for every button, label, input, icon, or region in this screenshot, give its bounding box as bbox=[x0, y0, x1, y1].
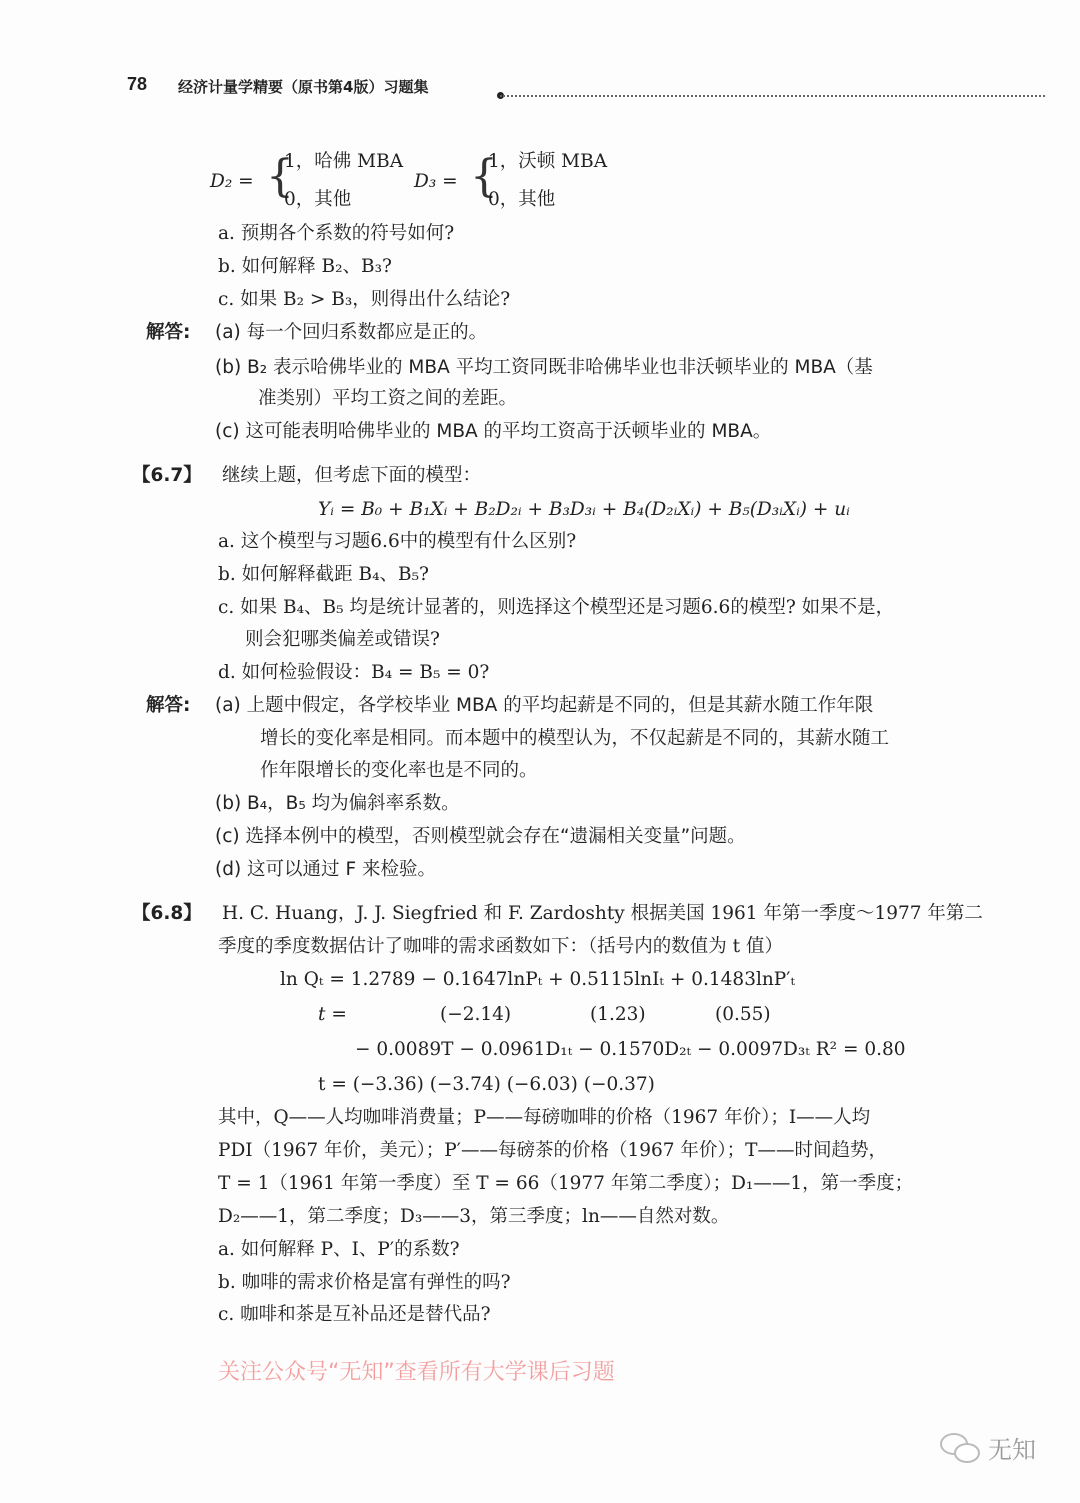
answer-line: (a) 每一个回归系数都应是正的。 bbox=[215, 322, 488, 343]
variable-notes: PDI（1967 年价，美元）；P′——每磅茶的价格（1967 年价）；T——时间趋势， bbox=[218, 1140, 888, 1161]
question: a. 如何解释 P、I、P′的系数? bbox=[218, 1239, 460, 1260]
question: a. 这个模型与习题6.6中的模型有什么区别? bbox=[218, 531, 577, 552]
d3-case-1: 1，沃顿 MBA bbox=[488, 151, 608, 172]
answer-label: 解答: bbox=[146, 695, 191, 716]
t-values-row: t = (−3.36) (−3.74) (−6.03) (−0.37) bbox=[318, 1074, 655, 1095]
answer-line: (d) 这可以通过 F 来检验。 bbox=[215, 859, 436, 880]
logo-text: 无知 bbox=[988, 1436, 1036, 1464]
page-number: 78 bbox=[127, 74, 148, 94]
t-value: (−2.14) bbox=[440, 1004, 512, 1025]
question: a. 预期各个系数的符号如何? bbox=[218, 223, 455, 244]
demand-equation: ln Qₜ = 1.2789 − 0.1647lnPₜ + 0.5115lnIₜ + 0.1483lnP′ₜ bbox=[280, 969, 796, 990]
answer-line: 作年限增长的变化率也是不同的。 bbox=[260, 760, 538, 781]
wechat-logo bbox=[940, 1430, 1036, 1465]
brace: { bbox=[470, 151, 498, 202]
problem-intro: H. C. Huang，J. J. Siegfried 和 F. Zardoshty 根据美国 1961 年第一季度～1977 年第二 bbox=[222, 903, 983, 924]
answer-line: (b) B₄，B₅ 均为偏斜率系数。 bbox=[215, 793, 460, 814]
answer-label: 解答: bbox=[146, 322, 191, 343]
question: d. 如何检验假设：B₄ = B₅ = 0? bbox=[218, 662, 490, 683]
demand-equation-cont: − 0.0089T − 0.0961D₁ₜ − 0.1570D₂ₜ − 0.0097D₃ₜ R² = 0.80 bbox=[355, 1039, 906, 1060]
wechat-icon bbox=[940, 1433, 982, 1463]
problem-number: 【6.7】 bbox=[132, 465, 202, 486]
model-equation: Yᵢ = B₀ + B₁Xᵢ + B₂D₂ᵢ + B₃D₃ᵢ + B₄(D₂ᵢXᵢ) + B₅(D₃ᵢXᵢ) + uᵢ bbox=[318, 499, 850, 520]
question: b. 如何解释 B₂、B₃? bbox=[218, 256, 392, 277]
d2-case-0: 0，其他 bbox=[284, 189, 352, 210]
d2-case-1: 1，哈佛 MBA bbox=[284, 151, 404, 172]
answer-line: (b) B₂ 表示哈佛毕业的 MBA 平均工资同既非哈佛毕业也非沃顿毕业的 MBA（基 bbox=[215, 357, 873, 378]
brace: { bbox=[266, 151, 294, 202]
t-value: (1.23) bbox=[590, 1004, 646, 1025]
answer-line: (a) 上题中假定，各学校毕业 MBA 的平均起薪是不同的，但是其薪水随工作年限 bbox=[215, 695, 874, 716]
t-value: (0.55) bbox=[715, 1004, 771, 1025]
d3-case-0: 0，其他 bbox=[488, 189, 556, 210]
variable-notes: 其中，Q——人均咖啡消费量；P——每磅咖啡的价格（1967 年价）；I——人均 bbox=[218, 1107, 871, 1128]
question: 则会犯哪类偏差或错误? bbox=[245, 629, 440, 650]
answer-line: (c) 选择本例中的模型，否则模型就会存在“遗漏相关变量”问题。 bbox=[215, 826, 746, 847]
watermark: 关注公众号“无知”查看所有大学课后习题 bbox=[218, 1360, 615, 1385]
d2-label: D₂ = bbox=[210, 171, 254, 192]
question: b. 如何解释截距 B₄、B₅? bbox=[218, 564, 429, 585]
variable-notes: D₂——1，第二季度；D₃——3，第三季度；ln——自然对数。 bbox=[218, 1206, 730, 1227]
variable-notes: T = 1（1961 年第一季度）至 T = 66（1977 年第二季度）；D₁——1，第一季度； bbox=[218, 1173, 914, 1194]
answer-line: 准类别）平均工资之间的差距。 bbox=[258, 388, 518, 409]
question: c. 如果 B₂ > B₃，则得出什么结论? bbox=[218, 289, 511, 310]
answer-line: (c) 这可能表明哈佛毕业的 MBA 的平均工资高于沃顿毕业的 MBA。 bbox=[215, 421, 772, 442]
problem-intro: 继续上题，但考虑下面的模型： bbox=[222, 465, 482, 486]
running-header: 经济计量学精要（原书第4版）习题集 bbox=[178, 78, 429, 96]
question: b. 咖啡的需求价格是富有弹性的吗? bbox=[218, 1272, 511, 1293]
question: c. 如果 B₄、B₅ 均是统计显著的，则选择这个模型还是习题6.6的模型? 如果不是， bbox=[218, 597, 895, 618]
problem-number: 【6.8】 bbox=[132, 903, 202, 924]
t-label: t = bbox=[318, 1004, 347, 1025]
question: c. 咖啡和茶是互补品还是替代品? bbox=[218, 1304, 491, 1325]
problem-intro: 季度的季度数据估计了咖啡的需求函数如下：（括号内的数值为 t 值） bbox=[218, 936, 783, 957]
header-rule bbox=[500, 95, 1045, 97]
d3-label: D₃ = bbox=[414, 171, 458, 192]
answer-line: 增长的变化率是相同。而本题中的模型认为，不仅起薪是不同的，其薪水随工 bbox=[260, 728, 890, 749]
